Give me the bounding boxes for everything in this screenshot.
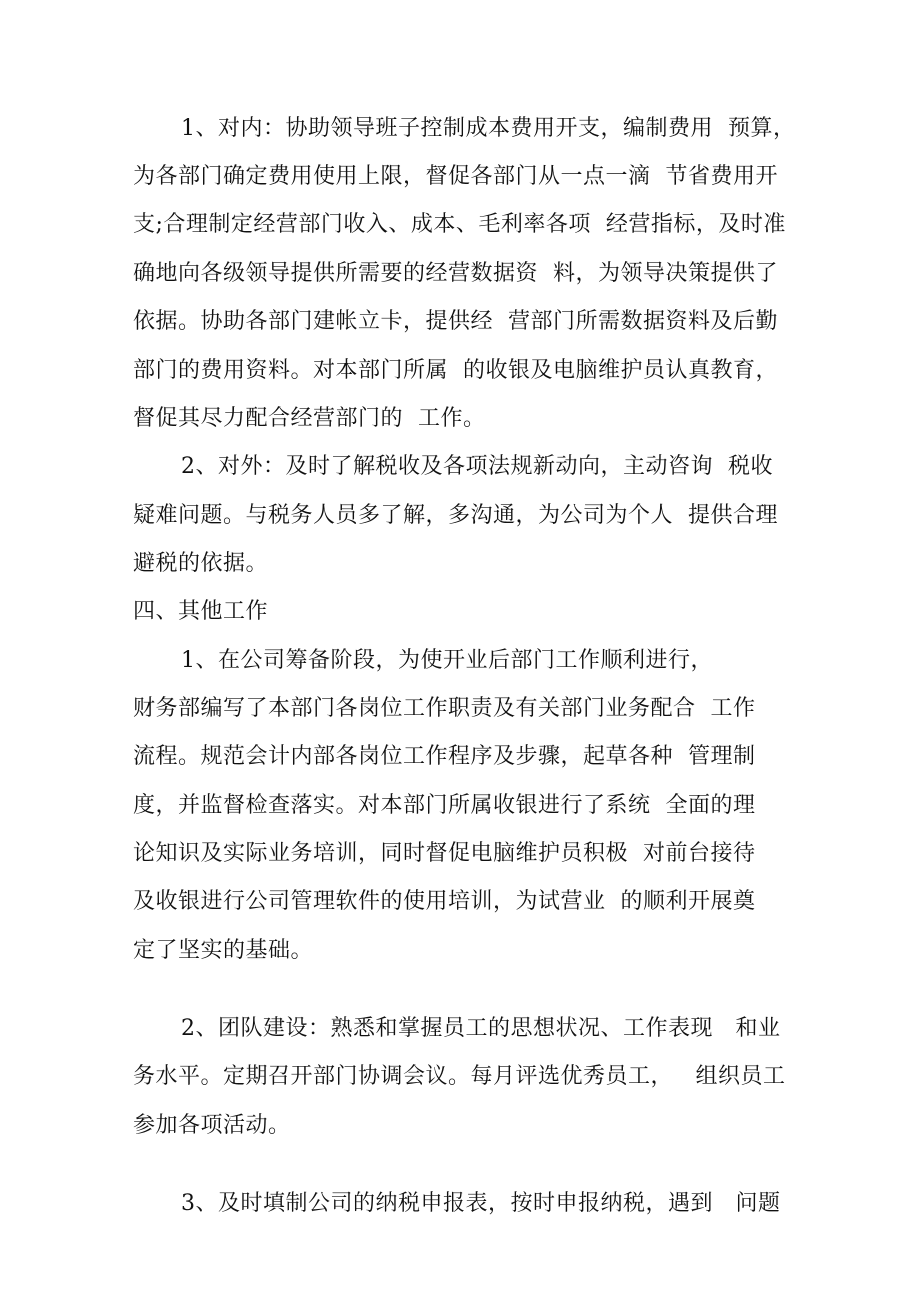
text-line: 督促其尽力配合经营部门的 工作。	[133, 406, 486, 431]
text-line: 2、对外：及时了解税收及各项法规新动向，主动咨询 税收	[181, 454, 773, 479]
text-line: 务水平。定期召开部门协调会议。每月评选优秀员工， 组织员工	[133, 1064, 786, 1089]
text-line: 及收银进行公司管理软件的使用培训，为试营业 的顺利开展奠	[133, 889, 756, 914]
text-line: 财务部编写了本部门各岗位工作职责及有关部门业务配合 工作	[133, 696, 756, 721]
text-line: 依据。协助各部门建帐立卡，提供经 营部门所需数据资料及后勤	[133, 309, 778, 334]
text-line: 1、在公司筹备阶段，为使开业后部门工作顺利进行，	[181, 648, 713, 673]
text-line: 1、对内：协助领导班子控制成本费用开支，编制费用 预算，	[181, 116, 796, 141]
text-line: 避税的依据。	[133, 551, 269, 576]
text-line: 定了坚实的基础。	[133, 938, 314, 963]
text-line: 论知识及实际业务培训，同时督促电脑维护员积极 对前台接待	[133, 841, 756, 866]
text-line: 确地向各级领导提供所需要的经营数据资 料，为领导决策提供了	[133, 261, 778, 286]
text-line: 支;合理制定经营部门收入、成本、毛利率各项 经营指标，及时准	[133, 212, 786, 237]
text-line: 疑难问题。与税务人员多了解，多沟通，为公司为个人 提供合理	[133, 503, 778, 528]
text-line: 流程。规范会计内部各岗位工作程序及步骤，起草各种 管理制	[133, 744, 756, 769]
text-line: 为各部门确定费用使用上限，督促各部门从一点一滴 节省费用开	[133, 164, 778, 189]
text-line: 部门的费用资料。对本部门所属 的收银及电脑维护员认真教育，	[133, 358, 778, 383]
section-heading: 四、其他工作	[133, 599, 269, 624]
text-line: 2、团队建设：熟悉和掌握员工的思想状况、工作表现 和业	[181, 1016, 781, 1041]
text-line: 度，并监督检查落实。对本部门所属收银进行了系统 全面的理	[133, 793, 756, 818]
text-line: 3、及时填制公司的纳税申报表，按时申报纳税，遇到 问题	[181, 1191, 781, 1216]
text-line: 参加各项活动。	[133, 1113, 291, 1138]
